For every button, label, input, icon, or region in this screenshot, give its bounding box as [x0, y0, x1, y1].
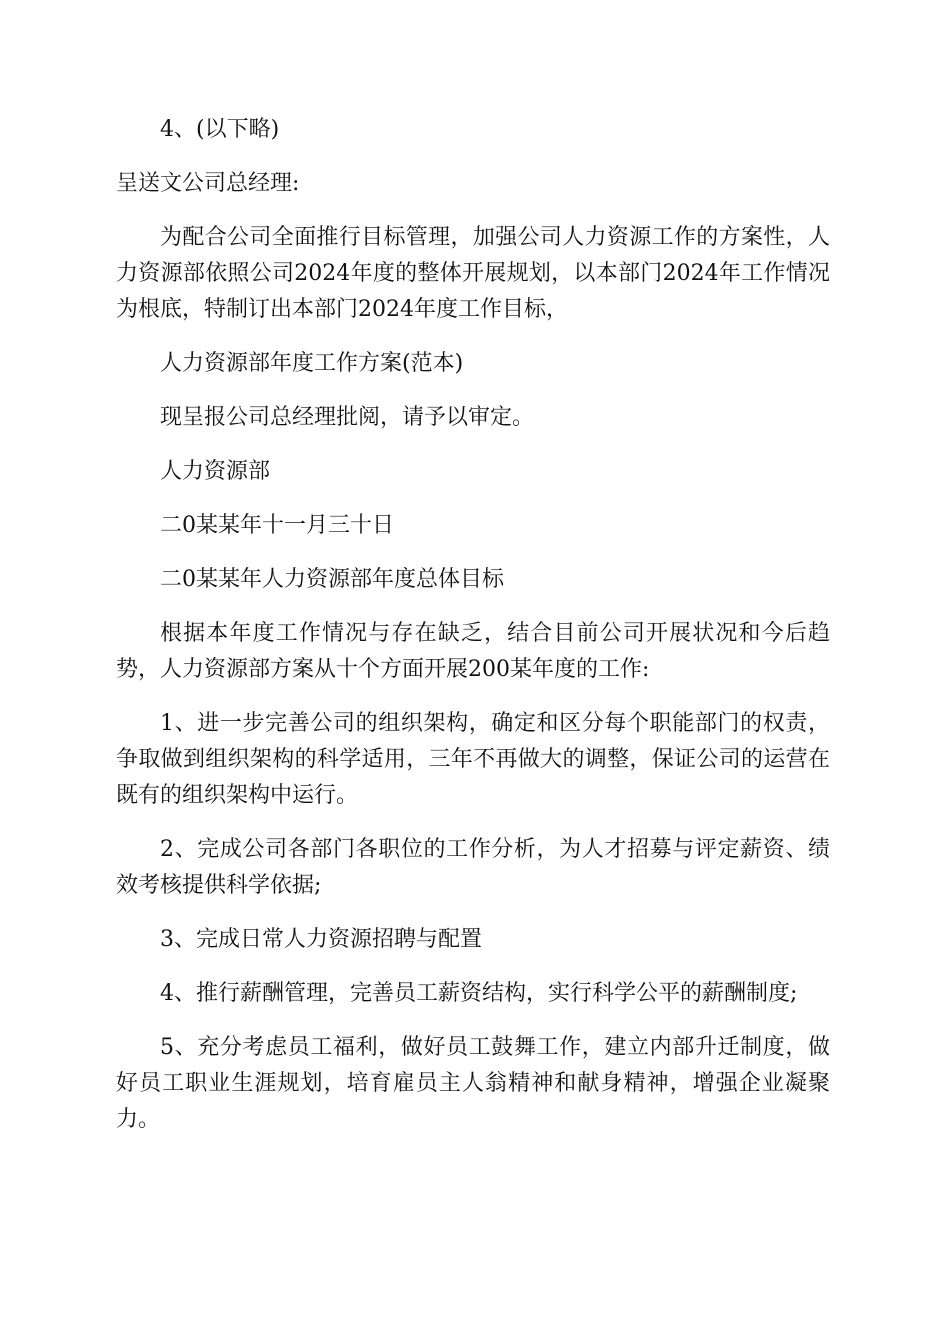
- paragraph-3: 为配合公司全面推行目标管理，加强公司人力资源工作的方案性，人力资源部依照公司2024年度的整体开展规划，以本部门2024年工作情况为根底，特制订出本部门2024年度工作目标，: [116, 225, 830, 322]
- paragraph-5: 现呈报公司总经理批阅，请予以审定。: [160, 405, 535, 430]
- paragraph-8: 二0某某年人力资源部年度总体目标: [160, 567, 504, 592]
- paragraph-2: 呈送文公司总经理:: [116, 171, 300, 196]
- paragraph-4: 人力资源部年度工作方案(范本): [160, 351, 464, 376]
- paragraph-9: 根据本年度工作情况与存在缺乏，结合目前公司开展状况和今后趋势，人力资源部方案从十个方面开展200某年度的工作:: [116, 621, 830, 682]
- paragraph-6: 人力资源部: [160, 459, 271, 484]
- paragraph-13: 4、推行薪酬管理，完善员工薪资结构，实行科学公平的薪酬制度;: [160, 981, 798, 1006]
- paragraph-12: 3、完成日常人力资源招聘与配置: [160, 927, 482, 952]
- paragraph-1: 4、(以下略): [160, 117, 280, 142]
- paragraph-11: 2、完成公司各部门各职位的工作分析，为人才招募与评定薪资、绩效考核提供科学依据;: [116, 837, 830, 898]
- paragraph-10: 1、进一步完善公司的组织架构，确定和区分每个职能部门的权责，争取做到组织架构的科学适用，三年不再做大的调整，保证公司的运营在既有的组织架构中运行。: [116, 711, 830, 808]
- paragraph-14: 5、充分考虑员工福利，做好员工鼓舞工作，建立内部升迁制度，做好员工职业生涯规划，培育雇员主人翁精神和献身精神，增强企业凝聚力。: [116, 1035, 830, 1132]
- document-body: [116, 112, 830, 1156]
- paragraph-7: 二0某某年十一月三十日: [160, 513, 394, 538]
